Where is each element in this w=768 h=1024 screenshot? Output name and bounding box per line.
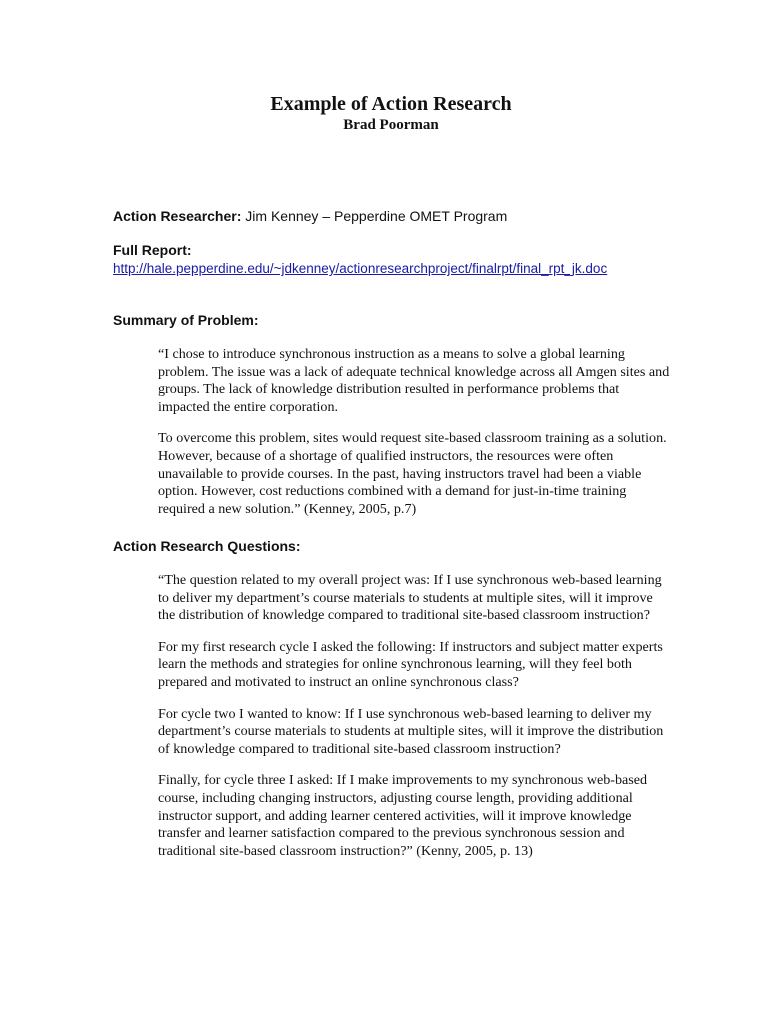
document-title: Example of Action Research [270, 93, 512, 115]
question-paragraph: For my first research cycle I asked the following: If instructors and subject matter experts learn the methods and strategies for online synchronous learning, will they feel both prepared and motivated to instruct an online synchronous class? [158, 638, 663, 690]
title-block [0, 92, 768, 134]
action-researcher-line [113, 207, 507, 225]
full-report-label: Full Report: [113, 242, 192, 258]
full-report-link[interactable]: http://hale.pepperdine.edu/~jdkenney/actionresearchproject/finalrpt/final_rpt_jk.doc [113, 261, 608, 276]
summary-paragraph: To overcome this problem, sites would request site-based classroom training as a solution. However, because of a shortage of qualified instructors, the resources were often unavailable to provide courses. In the past, having instructors travel had been a viable option. However, cost reductions combined with a demand for just-in-time training required a new solution.” (Kenney, 2005, p.7) [158, 430, 667, 517]
action-researcher-label: Action Researcher: [113, 208, 242, 224]
action-researcher-value: Jim Kenney – Pepperdine OMET Program [245, 208, 508, 224]
question-paragraph: Finally, for cycle three I asked: If I make improvements to my synchronous web-based course, including changing instructors, adjusting course length, providing additional instructor support, and adding learner centered activities, will it improve knowledge transfer and learner satisfaction compared to the previous synchronous session and traditional site-based classroom instruction?” (Kenny, 2005, p. 13) [158, 772, 648, 859]
question-paragraph: For cycle two I wanted to know: If I use synchronous web-based learning to deliver my department’s course materials to students at multiple sites, will it improve the distribution of knowledge compared to traditional site-based classroom instruction? [158, 705, 664, 757]
summary-heading: Summary of Problem: [113, 312, 259, 328]
questions-heading: Action Research Questions: [113, 538, 301, 554]
summary-paragraph: “I chose to introduce synchronous instruction as a means to solve a global learning problem. The issue was a lack of adequate technical knowledge across all Amgen sites and groups. The lack of knowledge distribution resulted in performance problems that impacted the entire corporation. [158, 346, 670, 415]
summary-quote [158, 346, 673, 532]
question-paragraph: “The question related to my overall project was: If I use synchronous web-based learning to deliver my department’s course materials to students at multiple sites, will it improve the distribution of knowledge compared to traditional site-based classroom instruction? [158, 572, 662, 624]
document-author: Brad Poorman [343, 117, 439, 133]
questions-quote [158, 572, 673, 874]
full-report-section [113, 241, 607, 278]
